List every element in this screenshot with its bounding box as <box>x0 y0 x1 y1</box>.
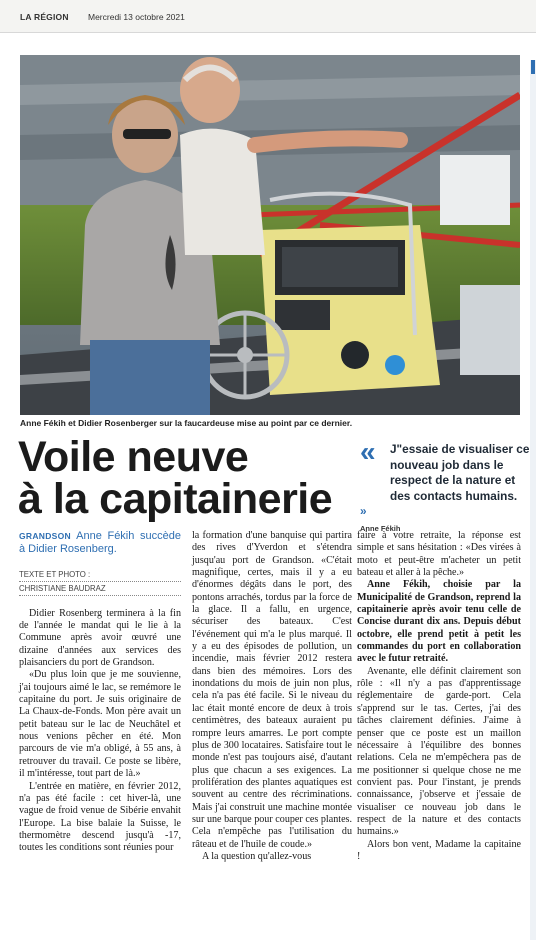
headline-line-2: à la capitainerie <box>18 475 333 523</box>
pull-quote <box>360 436 530 533</box>
headline-line-1: Voile neuve <box>18 433 249 481</box>
quote-close-mark: » <box>360 504 367 518</box>
credit-author: CHRISTIANE BAUDRAZ <box>19 583 181 596</box>
quote-open-mark: « <box>360 436 376 467</box>
paragraph: Alors bon vent, Madame la capitaine ! <box>357 838 521 862</box>
pull-quote-author: Anne Fékih <box>360 523 401 533</box>
article-column-3 <box>357 530 521 863</box>
kicker-place: GRANDSON <box>19 531 71 541</box>
edge-marker <box>531 60 535 74</box>
article-headline <box>18 433 348 523</box>
paragraph: la formation d'une banquise qui partira des rives d'Yverdon et s'étendra jusqu'au port de Grandson. «C'était magnifique, certes, mais il y a eu d'énormes dégâts dans le port, des pontons arrachés, tordus par la force de la glace. Il a fallu, en urgence, sécuriser des bateaux. C'est l'événement qui m'a le plus marqué. Il y a eu des épisodes de pollution, un incendie, mais février 2012 restera dans bien des mémoires. Lors des inondations du mois de juin non plus, cela n'a pas été facile. Si le niveau du lac était monté encore de deux à trois centimètres, des bateaux auraient pu rompre leurs amarres. Le port compte plus de 300 locataires. Satisfaire tout le monde n'est pas toujours aisé, d'autant plus que chacun a ses exigences. La prolifération des plantes aquatiques est souvent au centre des récriminations. Mais j'ai construit une machine montée sur une barque pour couper ces plantes. Cela n'empêche pas l'utilisation du râteau et de l'huile de coude.» <box>192 530 352 850</box>
paragraph: Didier Rosenberg terminera à la fin de l'année le mandat qui le lie à la Commune après avoir œuvré une dizaine d'années aux services des plaisanciers du port de Grandson. <box>19 607 181 669</box>
page-header <box>0 0 536 33</box>
pull-quote-text <box>360 436 530 520</box>
article-photo <box>20 55 520 415</box>
paragraph: «Du plus loin que je me souvienne, j'ai toujours aimé le lac, se remémore le capitaine du port. Je suis originaire de La Chaux-de-Fonds. Mon père avait un petit bateau sur le lac de Neuchâtel et nous venions pêcher en été. Mon parcours de vie m'a obligé, à 55 ans, à retrouver du travail. Ce poste se libère, il m'intéresse, tout part de là.» <box>19 669 181 780</box>
paragraph: A la question qu'allez-vous <box>202 850 312 862</box>
photo-caption: Anne Fékih et Didier Rosenberger sur la faucardeuse mise au point par ce dernier. <box>20 418 353 428</box>
page-edge-strip <box>530 60 536 940</box>
paragraph-bold: Anne Fékih, choisie par la Municipalité de Grandson, reprend la capitainerie après avoir tenu celle de Concise durant dix ans. Depuis début octobre, elle prend petit à petit les commandes du port en collaboration avec le futur retraité. <box>357 579 521 665</box>
photo-illustration <box>20 55 520 415</box>
section-label: LA RÉGION <box>20 12 69 22</box>
issue-date: Mercredi 13 octobre 2021 <box>88 12 185 22</box>
article-column-1 <box>19 530 181 855</box>
paragraph: L'entrée en matière, en février 2012, n'a pas été facile : cet hiver-là, une vague de froid venue de Sibérie envahit l'Europe. La bise balaie la Suisse, le thermomètre descend jusqu'à -17, toutes les conditions sont réunies pour <box>19 780 181 854</box>
paragraph: faire à votre retraite, la réponse est simple et sans hésitation : «Des virées à moto et peut-être m'acheter un petit bateau et aller à la pêche.» <box>357 530 521 579</box>
pull-quote-body: J"essaie de visualiser ce nouveau job dans le respect de la nature et des contacts humains. <box>390 442 530 503</box>
credit-label: TEXTE ET PHOTO : <box>19 569 181 582</box>
kicker-deck: Anne Fékih succède à Didier Rosenberg. <box>19 530 181 556</box>
article-kicker <box>19 530 181 557</box>
article-credits <box>19 569 181 600</box>
paragraph: Avenante, elle définit clairement son rôle : «Il n'y a pas d'apprentissage réglementaire de garde-port. Cela s'apprend sur le tas. Certes, j'ai des tâches clairement définies. J'aime à penser que ce poste est un maillon nécessaire à l'équilibre des bonnes relations. Cela ne m'empêchera pas de me positionner si quelque chose ne me convient pas. Pour l'instant, je prends connaissance, j'observe et j'essaie de visualiser ce nouveau job dans le respect de la nature et des contacts humains.» <box>357 665 521 838</box>
article-column-2 <box>192 530 352 863</box>
